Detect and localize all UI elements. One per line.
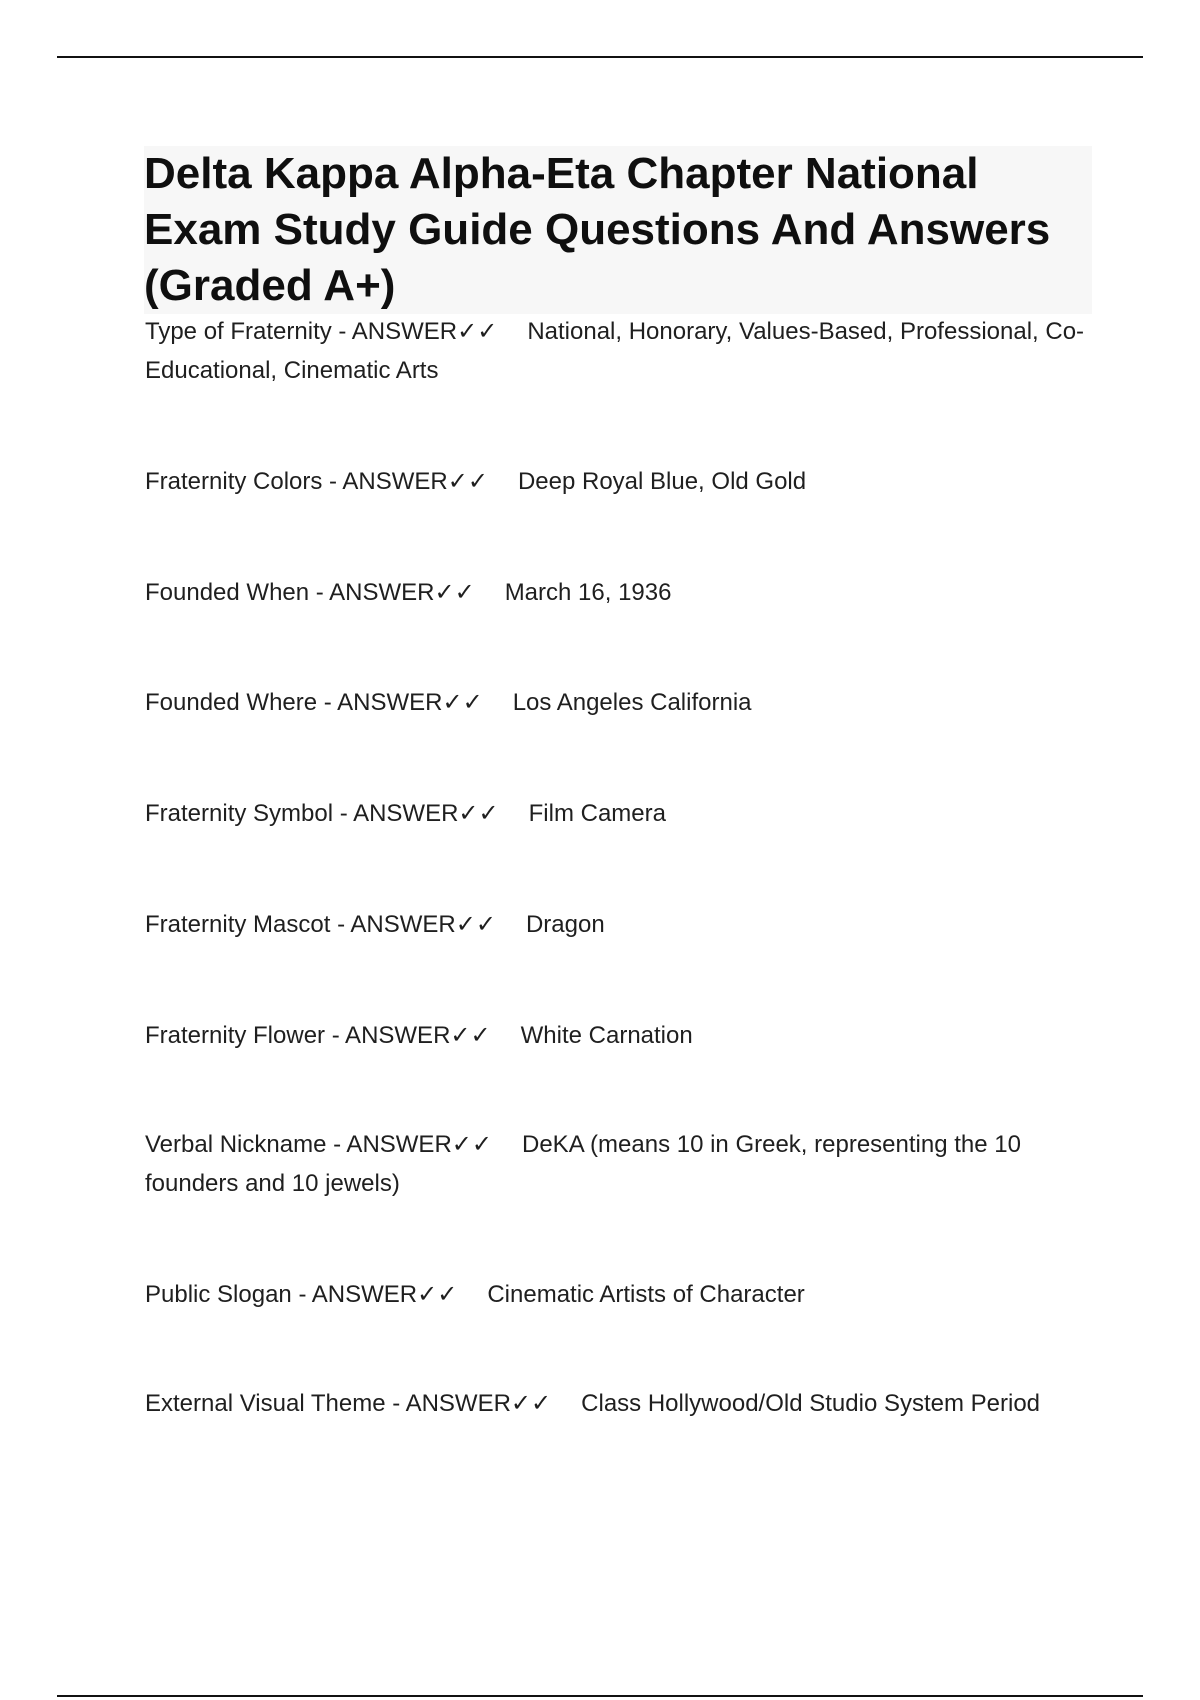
answer-text: Class Hollywood/Old Studio System Period [581,1390,1041,1417]
question-text: Type of Fraternity [145,318,332,345]
question-text: Fraternity Flower [145,1022,326,1049]
qa-item [145,312,1095,390]
answer-text: National, Honorary, Values-Based, Professional, Co-Educational, Cinematic Arts [145,318,1085,384]
top-rule [57,56,1143,58]
question-text: Fraternity Symbol [145,800,334,827]
document-title: Delta Kappa Alpha-Eta Chapter National Exam Study Guide Questions And Answers (Graded A+) [144,149,1051,310]
question-text: Verbal Nickname [145,1131,327,1158]
answer-text: Film Camera [528,800,666,827]
question-text: Founded Where [145,689,318,716]
answer-marker: - ANSWER✓✓ [337,911,496,938]
question-text: Public Slogan [145,1281,292,1308]
qa-item [145,573,1095,612]
answer-marker: - ANSWER✓✓ [339,800,499,827]
qa-item [145,905,1095,944]
answer-marker: - ANSWER✓✓ [298,1281,458,1308]
answer-marker: - ANSWER✓✓ [331,1022,491,1049]
answer-marker: - ANSWER✓✓ [392,1390,552,1417]
answer-text: Deep Royal Blue, Old Gold [517,468,807,495]
qa-item [145,462,1095,501]
qa-item [145,1016,1095,1055]
qa-item [145,1275,1095,1314]
qa-item [145,1384,1095,1423]
answer-text: White Carnation [520,1022,693,1049]
answer-text: March 16, 1936 [504,579,672,606]
question-text: Fraternity Mascot [145,911,331,938]
question-text: Founded When [145,579,310,606]
qa-item [145,1125,1095,1203]
answer-text: Los Angeles California [512,689,752,716]
answer-marker: - ANSWER✓✓ [329,468,488,495]
title-block [144,146,1092,314]
answer-text: DeKA (means 10 in Greek, representing the 10 founders and 10 jewels) [145,1131,1021,1197]
answer-marker: - ANSWER✓✓ [333,1131,492,1158]
bottom-rule [57,1695,1143,1697]
question-text: Fraternity Colors [145,468,323,495]
question-text: External Visual Theme [145,1390,386,1417]
answer-marker: - ANSWER✓✓ [323,689,483,716]
answer-text: Dragon [525,911,605,938]
answer-marker: - ANSWER✓✓ [338,318,498,345]
answer-marker: - ANSWER✓✓ [315,579,475,606]
qa-item [145,683,1095,722]
answer-text: Cinematic Artists of Character [487,1281,805,1308]
qa-item [145,794,1095,833]
